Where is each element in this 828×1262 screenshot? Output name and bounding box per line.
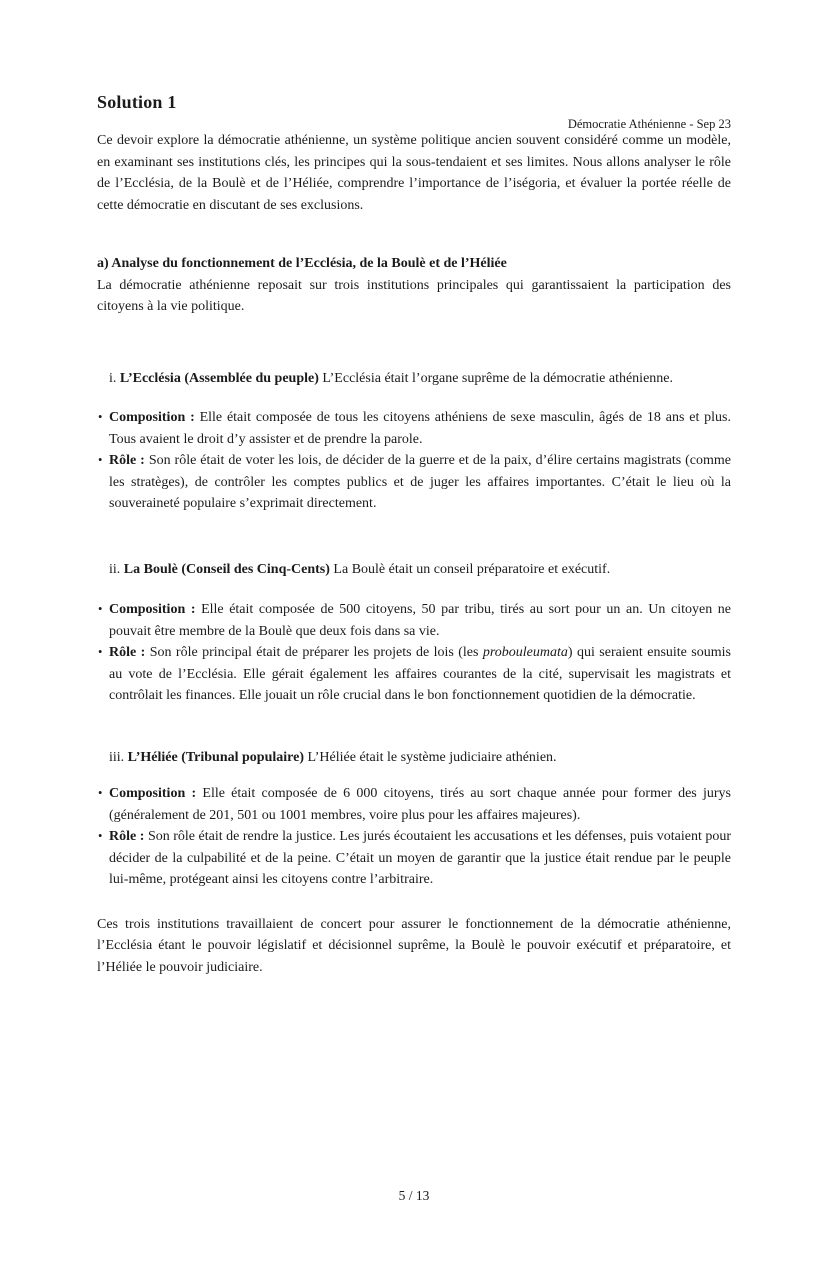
- bullet-list-boule: [97, 599, 731, 707]
- bullet-text: Son rôle était de voter les lois, de décider de la guerre et de la paix, d’élire certains magistrats (comme les stratèges), de contrôler les comptes publics et de juger les affaires importantes. C’était le lieu où la souveraineté populaire s’exprimait directement.: [109, 453, 731, 511]
- bullet-list-ecclesia: [97, 407, 731, 515]
- bullet-composition: [109, 783, 731, 826]
- bullet-role: [109, 826, 731, 891]
- item-desc: L’Héliée était le système judiciaire athénien.: [307, 749, 557, 765]
- item-term: L’Ecclésia (Assemblée du peuple): [119, 370, 319, 386]
- item-numeral: ii.: [109, 561, 121, 577]
- bullet-role: [109, 450, 731, 515]
- section-heading: a) Analyse du fonctionnement de l’Ecclésia, de la Boulè et de l’Héliée: [97, 256, 507, 271]
- document-page: [0, 91, 828, 1262]
- list-item-ecclesia: [97, 368, 731, 390]
- bullet-label: Rôle :: [109, 453, 145, 468]
- item-term: L’Héliée (Tribunal populaire): [127, 749, 304, 765]
- section-lead: La démocratie athénienne reposait sur trois institutions principales qui garantissaient la participation des citoyens à la vie politique.: [97, 277, 731, 314]
- bullet-text: Elle était composée de 500 citoyens, 50 par tribu, tirés au sort pour un an. Un citoyen ne pouvait être membre de la Boulè que deux fois dans sa vie.: [109, 602, 731, 639]
- bullet-label: Rôle :: [109, 829, 145, 844]
- bullet-composition: [109, 407, 731, 450]
- list-item-heliee: [97, 747, 731, 769]
- item-numeral: iii.: [109, 749, 125, 765]
- bullet-text: Elle était composée de tous les citoyens athéniens de sexe masculin, âgés de 18 ans et plus. Tous avaient le droit d’y assister et de prendre la parole.: [109, 410, 732, 447]
- bullet-text-post: ) qui seraient ensuite soumis au vote de l’Ecclésia. Elle gérait également les affaires courantes de la cité, supervisait les magistrats et contrôlait les finances. Elle jouait un rôle crucial dans le bon fonctionnement quotidien de la démocratie.: [109, 645, 731, 703]
- running-header: Démocratie Athénienne - Sep 23: [567, 117, 731, 131]
- bullet-list-heliee: [97, 783, 731, 891]
- page-title: Solution 1: [97, 92, 177, 112]
- bullet-text-italic: probouleumata: [482, 645, 568, 660]
- item-desc: L’Ecclésia était l’organe suprême de la démocratie athénienne.: [322, 370, 673, 386]
- item-desc: La Boulè était un conseil préparatoire et exécutif.: [333, 561, 611, 577]
- bullet-label: Rôle :: [109, 645, 146, 660]
- list-item-boule: [97, 559, 731, 581]
- bullet-composition: [109, 599, 731, 642]
- bullet-role: [109, 642, 731, 707]
- item-term: La Boulè (Conseil des Cinq-Cents): [123, 561, 330, 577]
- bullet-label: Composition :: [109, 410, 195, 425]
- conclusion-paragraph: Ces trois institutions travaillaient de concert pour assurer le fonctionnement de la démocratie athénienne, l’Ecclésia étant le pouvoir législatif et décisionnel suprême, la Boulè le pouvoir exécutif et préparatoire, et l’Héliée le pouvoir judiciaire.: [97, 916, 731, 975]
- bullet-label: Composition :: [109, 786, 197, 801]
- bullet-text: Son rôle était de rendre la justice. Les jurés écoutaient les accusations et les défenses, puis votaient pour décider de la culpabilité et de la peine. C’était un moyen de garantir que la justice était rendue par le peuple lui-même, protégeant ainsi les citoyens contre l’arbitraire.: [109, 829, 732, 887]
- page-number: 5 / 13: [398, 1188, 430, 1203]
- bullet-label: Composition :: [109, 602, 196, 617]
- page-content: [0, 91, 828, 978]
- bullet-text: Elle était composée de 6 000 citoyens, tirés au sort chaque année pour former des jurys (généralement de 201, 501 ou 1001 membres, voire plus pour les affaires majeures).: [109, 786, 731, 823]
- item-numeral: i.: [109, 370, 117, 386]
- bullet-text-pre: Son rôle principal était de préparer les projets de lois (les: [149, 645, 483, 660]
- intro-paragraph: Ce devoir explore la démocratie athénienne, un système politique ancien souvent considéré comme un modèle, en examinant ses institutions clés, les principes qui la sous-tendaient et ses limites. Nous allons analyser le rôle de l’Ecclésia, de la Boulè et de l’Héliée, comprendre l’importance de l’iségoria, et évaluer la portée réelle de cette démocratie en discutant de ses exclusions.: [97, 133, 731, 213]
